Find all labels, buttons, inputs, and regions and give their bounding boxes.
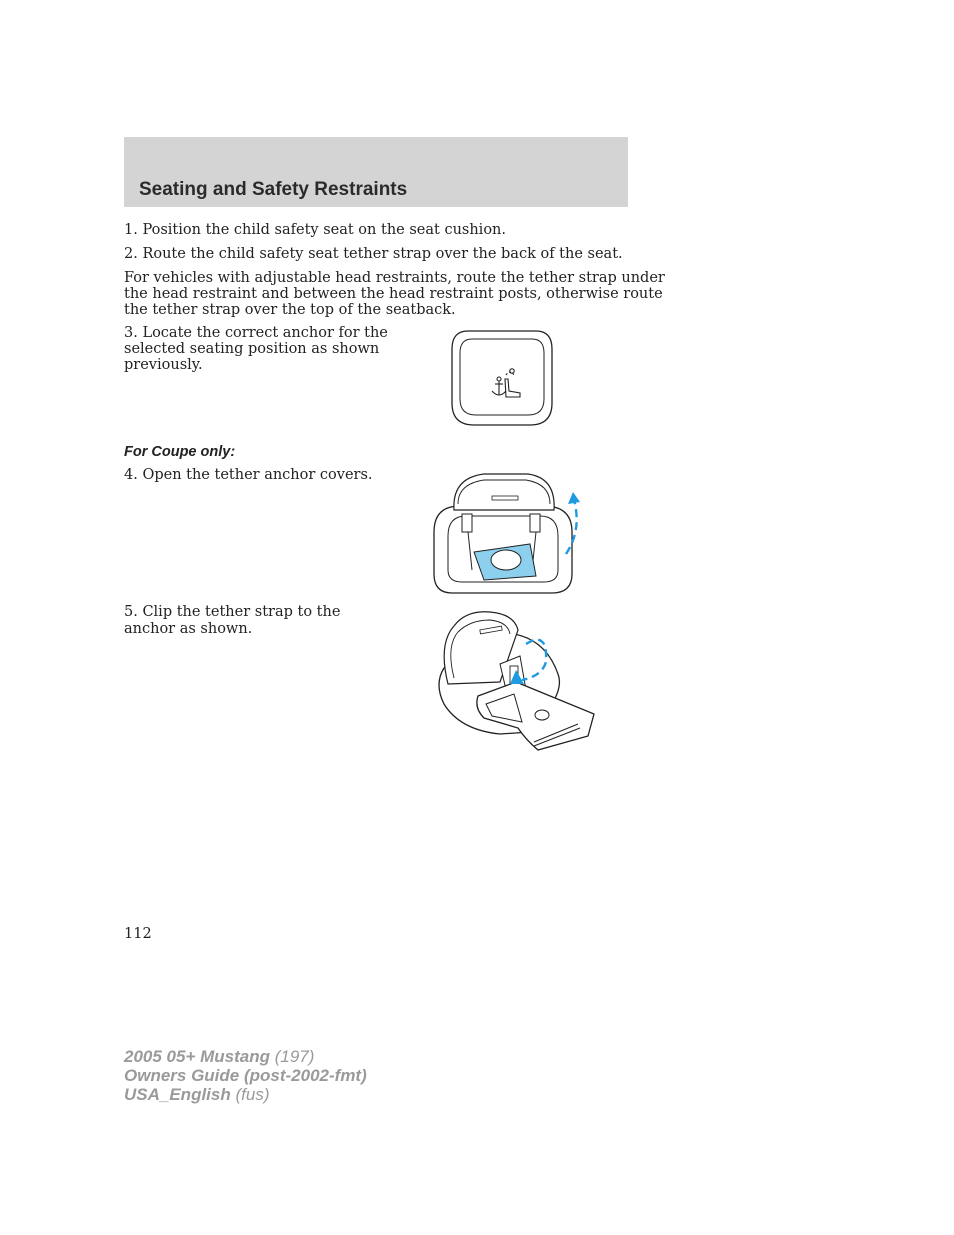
coupe-only-heading: For Coupe only: (124, 444, 236, 460)
footer-language-code: (fus) (235, 1085, 270, 1104)
step-5-line: 5. Clip the tether strap to the (124, 604, 341, 620)
section-header-band (124, 137, 628, 207)
step-2-text: 2. Route the child safety seat tether strap over the back of the seat. (124, 246, 623, 262)
step-5-line: anchor as shown. (124, 621, 253, 637)
arrow-head-icon (568, 492, 580, 504)
section-title: Seating and Safety Restraints (139, 179, 408, 200)
step-3-line: selected seating position as shown (124, 341, 380, 357)
step-1-text: 1. Position the child safety seat on the seat cushion. (124, 222, 506, 238)
tether-strap-clip-figure (430, 604, 598, 754)
note-line: the head restraint and between the head restraint posts, otherwise route (124, 286, 663, 302)
footer-line-1 (124, 1047, 367, 1066)
footer-line-2 (124, 1066, 367, 1085)
anchor-cover-closed-figure (448, 327, 556, 429)
document-footer (124, 1047, 367, 1104)
page-number: 112 (124, 926, 152, 942)
step-3-line: previously. (124, 357, 203, 373)
footer-model: 2005 05+ Mustang (124, 1047, 270, 1066)
footer-model-code: (197) (274, 1047, 315, 1066)
note-line: For vehicles with adjustable head restraints, route the tether strap under (124, 270, 665, 286)
step-3-line: 3. Locate the correct anchor for the (124, 325, 388, 341)
step-4-text: 4. Open the tether anchor covers. (124, 467, 373, 483)
note-line: the tether strap over the top of the seatback. (124, 302, 456, 318)
anchor-cover-open-figure (432, 470, 582, 596)
footer-guide: Owners Guide (post-2002-fmt) (124, 1066, 367, 1085)
footer-line-3 (124, 1085, 367, 1104)
footer-language: USA_English (124, 1085, 231, 1104)
